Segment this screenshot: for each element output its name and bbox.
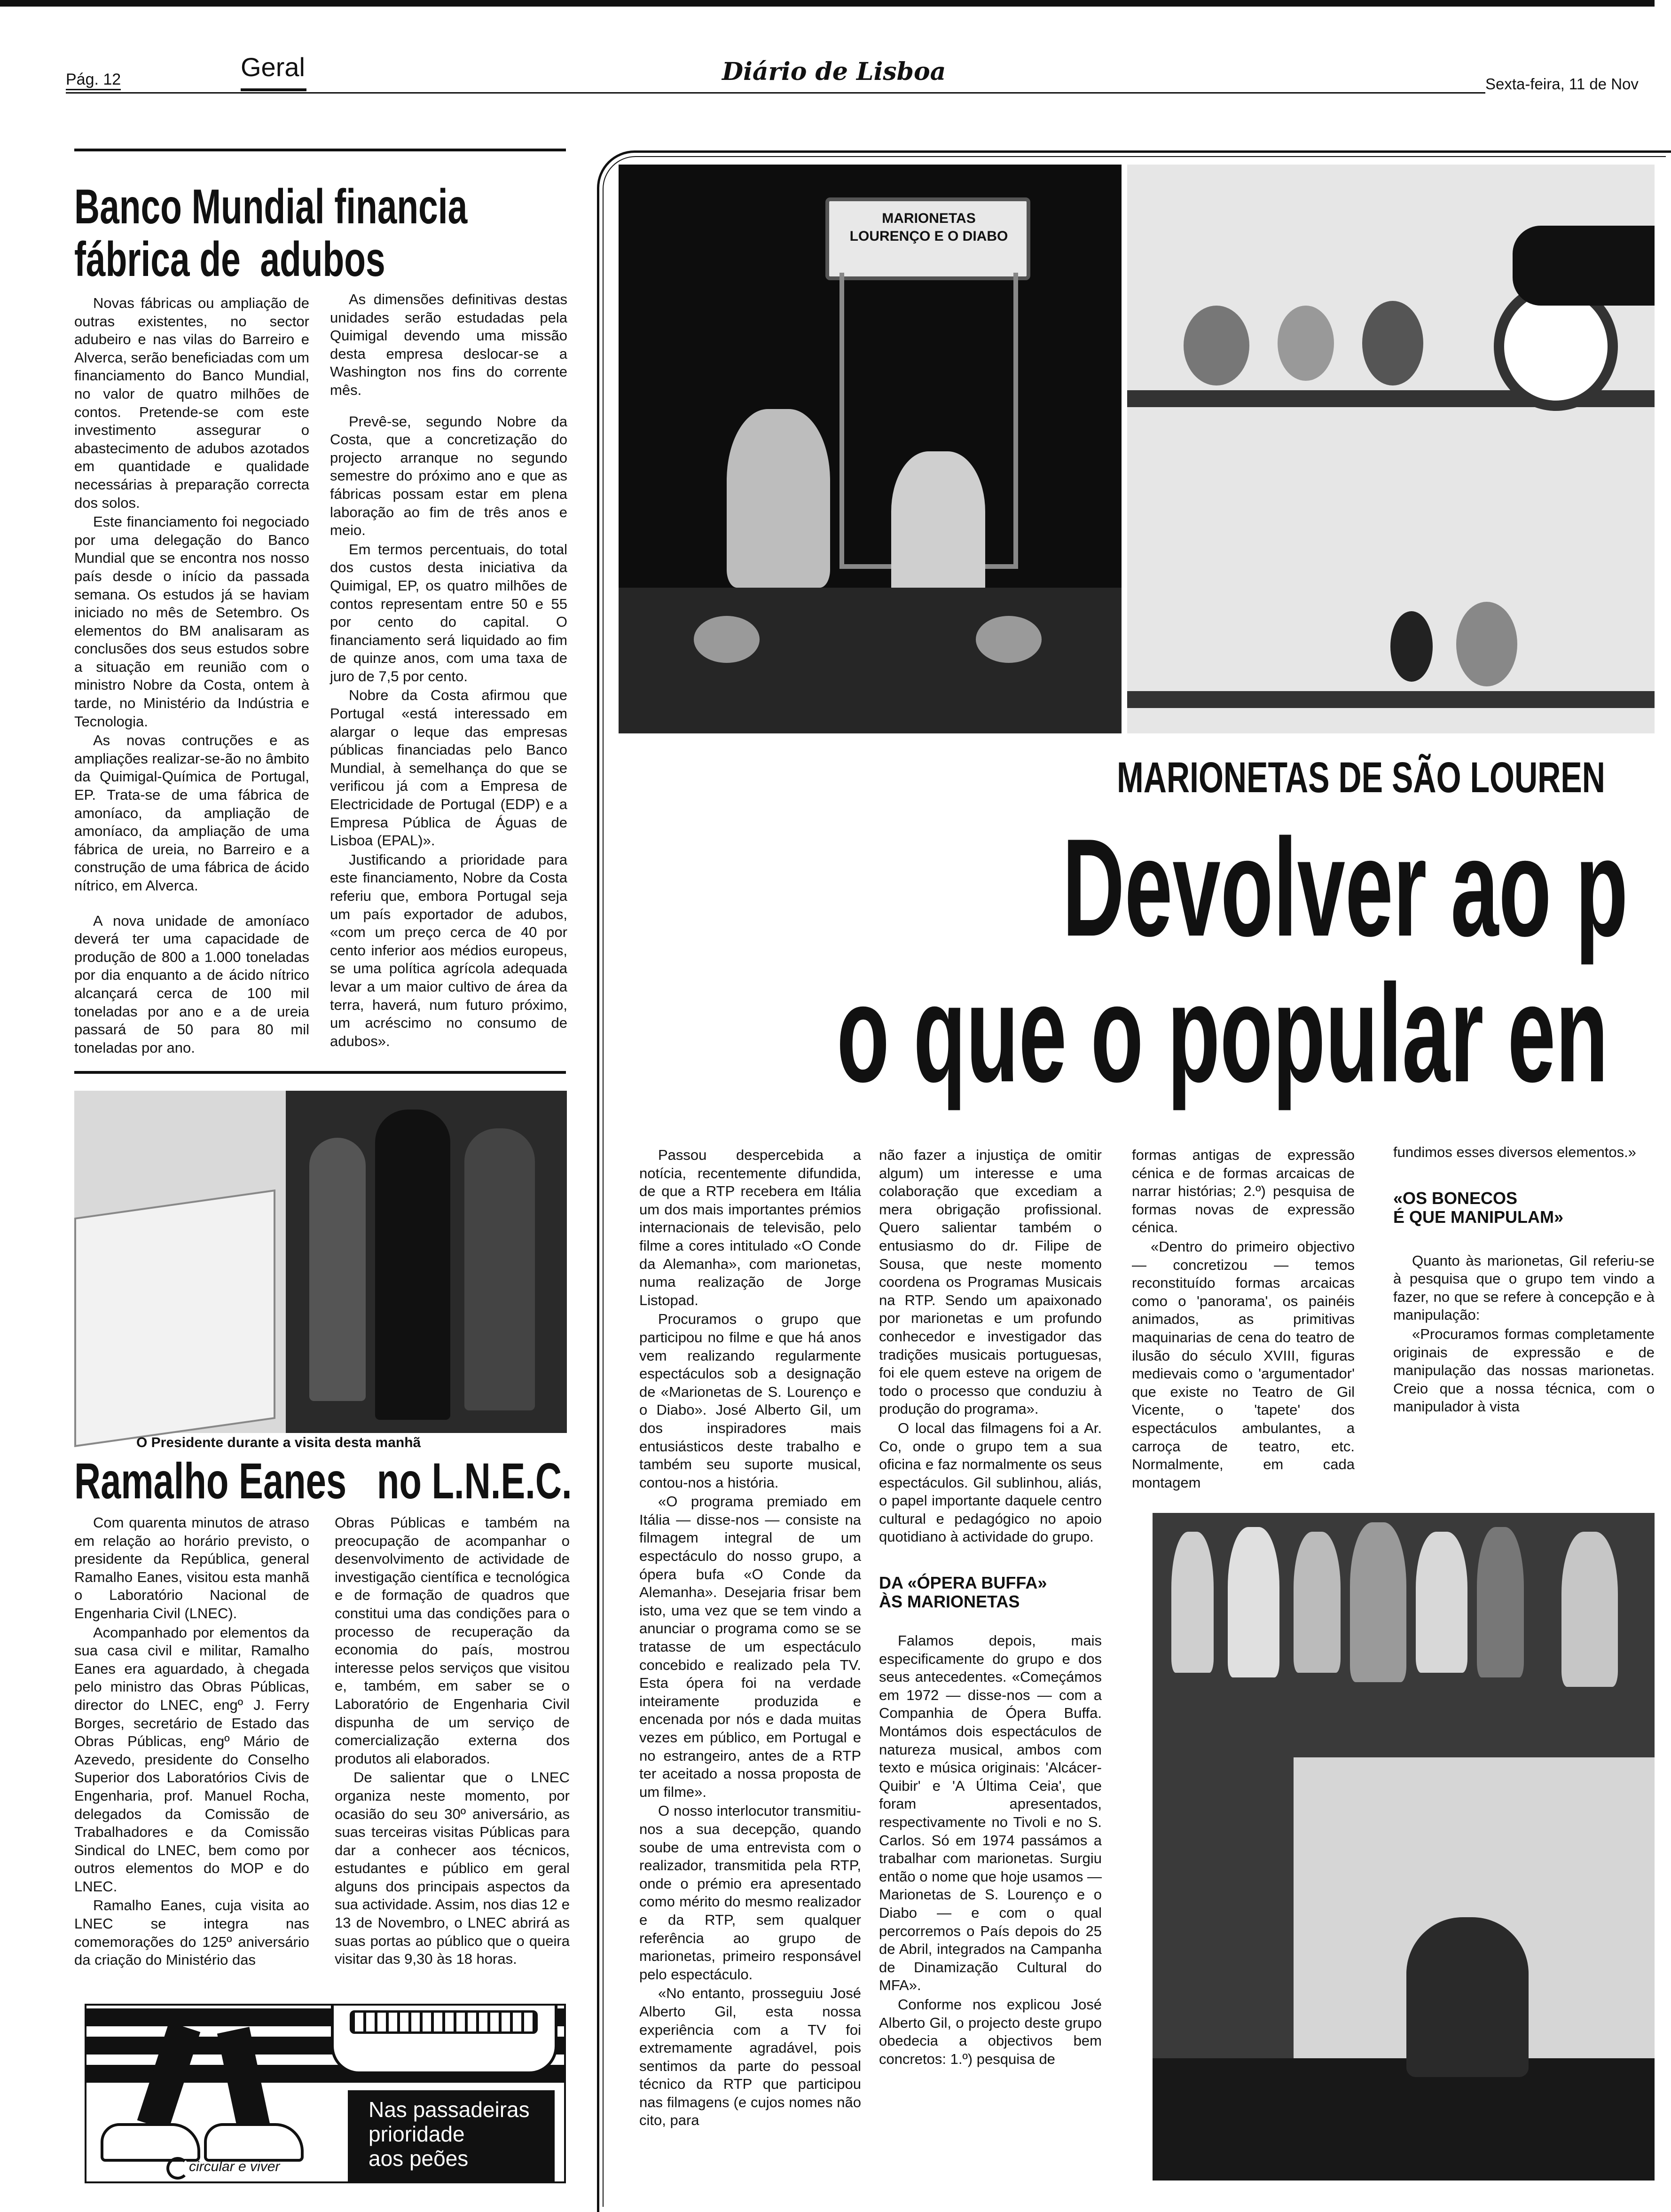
header-rule — [66, 92, 1485, 94]
hanging-marionette — [1350, 1522, 1406, 1682]
ad-brand: circular e viver — [189, 2159, 280, 2174]
ad-line-2: prioridade — [369, 2122, 465, 2146]
mask-icon — [1184, 306, 1249, 386]
circular-logo-icon — [166, 2157, 189, 2180]
stage-floor — [619, 588, 1122, 733]
marionetas-paragraph: «Dentro do primeiro objectivo — concretizou — temos reconstituído formas arcaicas como o 'panorama', os painéis animados, as primitivas maquinarias de cena do teatro de ilusão do século XVIII, figuras medievais como o 'argumentador' que existe no Teatro de Gil Vicente, o 'tapete' dos espectáculos ambulantes, a carroça de teatro, etc. Normalmente, em cada montagem — [1132, 1238, 1355, 1491]
issue-date: Sexta-feira, 11 de Nov — [1485, 75, 1639, 93]
marionetas-paragraph: «O programa premiado em Itália — disse-nos — consiste na filmagem integral de um espectáculo do nosso grupo, a ópera bufa «O Conde da Alemanha». Desejaria frisar bem isto, uma vez que se tem vindo a anunciar o programa como se se tratasse de um espectáculo concebido e realizado pela TV. Esta ópera foi na verdade inteiramente produzida e encenada por nós e dada muitas vezes em público, em Portugal e no estrangeiro, antes de a RTP ter aceitado a nossa proposta de um filme». — [639, 1493, 861, 1800]
feature-headline-line-1: Devolver ao p — [1062, 810, 1628, 965]
masthead: Diário de Lisboa — [722, 57, 946, 86]
shelf-board — [1127, 691, 1655, 708]
stage-sign-text: MARIONETAS LOURENÇO E O DIABO — [849, 211, 1008, 244]
car-grille-icon — [350, 2010, 538, 2034]
banco-column-2 — [330, 291, 567, 1049]
banco-headline: Banco Mundial financia fábrica de adubos — [74, 180, 468, 287]
stage-lamp — [976, 616, 1042, 663]
column-top-rule — [74, 149, 566, 151]
marionetas-paragraph: O local das filmagens foi a Ar. Co, onde o grupo tem a sua oficina e faz normalmente os seus espectáculos. Gil sublinhou, aliás, o papel importante daquele centro cultural e pedagógico no apoio quotidiano à actividade do grupo. — [879, 1419, 1102, 1545]
hanging-marionette — [1561, 1532, 1618, 1687]
eanes-paragraph: Acompanhado por elementos da sua casa civil e militar, Ramalho Eanes era aguardado, à chegada pelo ministro das Obras Públicas, director do LNEC, engº J. Ferry Borges, secretário de Estado das Obras Públicas, engº Mário de Azevedo, presidente do Conselho Superior dos Laboratórios Civis de Engenharia, prof. Manuel Rocha, delegados da Comissão de Trabalhadores e da Comissão Sindical do LNEC, bem como por outros elementos do MOP e do LNEC. — [74, 1624, 309, 1895]
marionetas-paragraph: fundimos esses diversos elementos.» — [1393, 1144, 1636, 1160]
banco-paragraph: As dimensões definitivas destas unidades serão estudadas pela Quimigal devendo uma missão desta empresa deslocar-se a Washington nos fins do corrente mês. — [330, 291, 567, 398]
marionetas-column-1 — [639, 1146, 861, 2195]
banco-paragraph: As novas contruções e as ampliações realizar-se-ão no âmbito da Quimigal-Química de Portugal, EP. Trata-se de uma fábrica de amoníaco, da ampliação de amoníaco, da ampliação de uma fábrica de ureia, no Barreiro e a construção de uma fábrica de ácido nítrico, em Alverca. — [74, 732, 309, 894]
seated-person — [1406, 1917, 1529, 2077]
marionetas-column-2 — [879, 1146, 1102, 2195]
marionetas-paragraph: O nosso interlocutor transmitiu-nos a sua decepção, quando soube de uma entrevista com o realizador, transmitida pela RTP, onde o prémio era apresentado como mérito do mesmo realizador e da RTP, sem qualquer referência ao grupo de marionetas, primeiro responsável pelo espectáculo. — [639, 1803, 861, 1983]
eanes-paragraph: Com quarenta minutos de atraso em relação ao horário previsto, o presidente da República, general Ramalho Eanes, visitou esta manhã o Laboratório Nacional de Engenharia Civil (LNEC). — [74, 1514, 309, 1622]
eanes-paragraph: Obras Públicas e também na preocupação de acompanhar o desenvolvimento de actividade de investigação científica e tecnológica e de formação de quadros que constitui uma das condições para o processo de recuperação da economia do país, mostrou interesse pelos serviços que visitou e, também, em saber se o Laboratório de Engenharia Civil dispunha de um serviço de comercialização externa dos produtos ali elaborados. — [335, 1514, 570, 1767]
banco-column-1 — [74, 294, 309, 1056]
ad-line-1: Nas passadeiras — [369, 2097, 530, 2122]
president-visit-photo — [74, 1091, 567, 1433]
top-rule — [0, 0, 1655, 7]
section-name: Geral — [241, 52, 305, 82]
feature-headline-line-2: o que o popular en — [837, 955, 1608, 1111]
marionetas-paragraph: não fazer a injustiça de omitir algum) um interesse e uma colaboração que excediam a mera obrigação profissional. Quero salientar também o entusiasmo do dr. Filipe de Sousa, que neste momento coordena os Programas Musicais na RTP. Sendo um apaixonado por marionetas e um profundo conhecedor e investigador das tradições musicais portuguesas, foi ele quem esteve na origem de todo o processo que conduziu à produção do programa». — [879, 1147, 1102, 1417]
mask-icon — [1362, 301, 1423, 386]
marionetas-paragraph: formas antigas de expressão cénica e de formas arcaicas de narrar histórias; 2.º) pesquisa de formas novas de expressão cénica. — [1132, 1147, 1355, 1236]
banco-paragraph: Nobre da Costa afirmou que Portugal «está interessado em alargar o leque das empresas públicas financiadas pelo Banco Mundial, à semelhança do que se verificou já com a Empresa de Electricidade de Portugal (EDP) e a Empresa Pública de Águas de Lisboa (EPAL)». — [330, 687, 567, 849]
marionetas-column-4 — [1393, 1143, 1655, 1472]
banco-paragraph: A nova unidade de amoníaco deverá ter uma capacidade de produção de 800 a 1.000 toneladas por dia enquanto a de ácido nítrico alcançará cerca de 100 mil toneladas por ano e a de ureia passará de 50 para 80 mil toneladas por ano. — [74, 912, 309, 1056]
road-safety-ad — [85, 2004, 566, 2183]
marionetas-paragraph: «Procuramos formas completamente originais de expressão e de manipulação das nossas marionetas. Creio que a nossa técnica, com o manipulador à vista — [1393, 1325, 1655, 1415]
photo-caption: O Presidente durante a visita desta manhã — [136, 1435, 421, 1450]
eanes-column-2 — [335, 1514, 570, 1990]
marionetas-paragraph: «No entanto, prosseguiu José Alberto Gil, esta nossa experiência com a TV foi extremamente agradável, pois sentimos da parte do pessoal técnico da RTP que participou nas filmagens (e cujos nomes não cito, para — [639, 1985, 861, 2129]
stage-lamp — [694, 616, 760, 663]
feature-kicker: MARIONETAS DE SÃO LOUREN — [1117, 754, 1605, 802]
shoe-icon — [101, 2123, 200, 2162]
subheading-bonecos: «OS BONECOS É QUE MANIPULAM» — [1393, 1188, 1564, 1227]
eanes-paragraph: De salientar que o LNEC organiza neste momento, por ocasião do seu 30º aniversário, as suas terceiras visitas Públicas para dar a conhecer aos técnicos, estudantes e público em geral alguns dos principais aspectos da sua actividade. Assim, nos dias 12 e 13 de Novembro, o LNEC abrirá as suas portas ao público que o queira visitar das 9,30 às 18 horas. — [335, 1769, 570, 1968]
photo-figure — [464, 1128, 535, 1410]
puppet-devil-figure — [727, 409, 830, 588]
eanes-paragraph: Ramalho Eanes, cuja visita ao LNEC se integra nas comemorações do 125º aniversário da criação do Ministério das — [74, 1897, 309, 1968]
marionetas-paragraph: Falamos depois, mais especificamente do grupo e dos seus antecedentes. «Começámos em 1972 — disse-nos — com a Companhia de Ópera Buffa. Montámos dois espectáculos de natureza musical, ambos com texto e música originais: 'Alcácer-Quibir' e 'A Última Ceia', que foram apresentados, respectivamente no Tivoli e no S. Carlos. Só em 1974 passámos a trabalhar com marionetas. Surgiu então o nome que hoje usamos — Marionetas de S. Lourenço e o Diabo — e com o qual percorremos o País depois do 25 de Abril, integrados na Campanha de Dinamização Cultural do MFA». — [879, 1632, 1102, 1994]
workshop-table — [1153, 2058, 1655, 2181]
puppet-stage-photo — [619, 165, 1122, 733]
banco-paragraph: Prevê-se, segundo Nobre da Costa, que a concretização do projecto arranque no segundo semestre do próximo ano e que as fábricas possam estar em plena laboração ao fim de três anos e meio. — [330, 413, 567, 539]
hanging-marionette — [1228, 1527, 1279, 1677]
puppet-devil-figure — [891, 451, 985, 602]
hanging-marionette — [1171, 1532, 1214, 1673]
mask-icon — [1456, 602, 1517, 686]
marionetas-column-3 — [1132, 1146, 1355, 1491]
mask-icon — [1278, 306, 1334, 381]
subheading-opera-buffa: DA «ÓPERA BUFFA» ÀS MARIONETAS — [879, 1573, 1047, 1612]
banco-paragraph: Novas fábricas ou ampliação de outras existentes, no sector adubeiro e nas vilas do Barreiro e Alverca, serão beneficiadas com um financiamento do Banco Mundial, no valor de quatro milhões de contos. Pretende-se com este investimento assegurar o abastecimento de adubos azotados em quantidade e qualidade necessárias à preparação correcta dos solos. — [74, 295, 309, 511]
marionetas-paragraph: Passou despercebida a notícia, recentemente difundida, de que a RTP recebera em Itália um dos mais importantes prémios internacionais de televisão, pelo filme a cores intitulado «O Conde da Alemanha», com marionetas, numa realização de Jorge Listopad. — [639, 1147, 861, 1308]
page-number: Pág. 12 — [66, 71, 121, 90]
section-underline — [241, 88, 306, 91]
ad-line-3: aos peões — [369, 2146, 469, 2171]
shoe-icon — [204, 2123, 304, 2162]
photo-figure — [375, 1110, 450, 1420]
marionettes-workshop-photo — [1153, 1513, 1655, 2181]
hanging-marionette — [1477, 1527, 1524, 1677]
eanes-column-1 — [74, 1514, 309, 1990]
arm-shadow — [1513, 226, 1655, 306]
banco-paragraph: Este financiamento foi negociado por uma delegação do Banco Mundial que se encontra nos nosso país desde o início da passada semana. Os estudos já se haviam iniciado no mês de Setembro. Os elementos do BM analisaram as conclusões dos seus estudos sobre a situação em reunião com o ministro Nobre da Costa, ontem à tarde, no Ministério da Indústria e Tecnologia. — [74, 513, 309, 730]
banco-paragraph: Em termos percentuais, do total dos custos desta iniciativa da Quimigal, EP, os quatro milhões de contos representam entre 50 e 55 por cento do capital. O financiamento será liquidado ao fim de quinze anos, com uma taxa de juro de 7,5 por cento. — [330, 541, 567, 685]
marionetas-paragraph: Conforme nos explicou José Alberto Gil, o projecto deste grupo obedecia a objectivos bem concretos: 1.º) pesquisa de — [879, 1996, 1102, 2067]
section-divider — [74, 1071, 566, 1074]
mask-icon — [1390, 611, 1433, 682]
banco-paragraph: Justificando a prioridade para este financiamento, Nobre da Costa referiu que, embora Portugal seja um país exportador de adubos, «com um preço cerca de 40 por cento inferior aos médios europeus, se uma política agrícola adequada levar a um maior cultivo de área da terra, haverá, num futuro próximo, um acréscimo no consumo de adubos». — [330, 851, 567, 1049]
photo-machine — [74, 1189, 275, 1447]
hanging-marionette — [1294, 1532, 1341, 1673]
workshop-shelf-photo — [1127, 165, 1655, 733]
hanging-marionette — [1416, 1532, 1467, 1673]
marionetas-paragraph: Procuramos o grupo que participou no filme e que há anos vem realizando regularmente espectáculos sob a designação de «Marionetas de S. Lourenço e o Diabo». José Alberto Gil, um dos inspiradores mais entusiásticos deste trabalho e também seu suporte musical, contou-nos a história. — [639, 1311, 861, 1491]
photo-figure — [309, 1138, 366, 1401]
eanes-headline: Ramalho Eanes no L.N.E.C. — [74, 1452, 572, 1509]
marionetas-paragraph: Quanto às marionetas, Gil referiu-se à pesquisa que o grupo tem vindo a fazer, no que se refere à concepção e à manipulação: — [1393, 1252, 1655, 1323]
